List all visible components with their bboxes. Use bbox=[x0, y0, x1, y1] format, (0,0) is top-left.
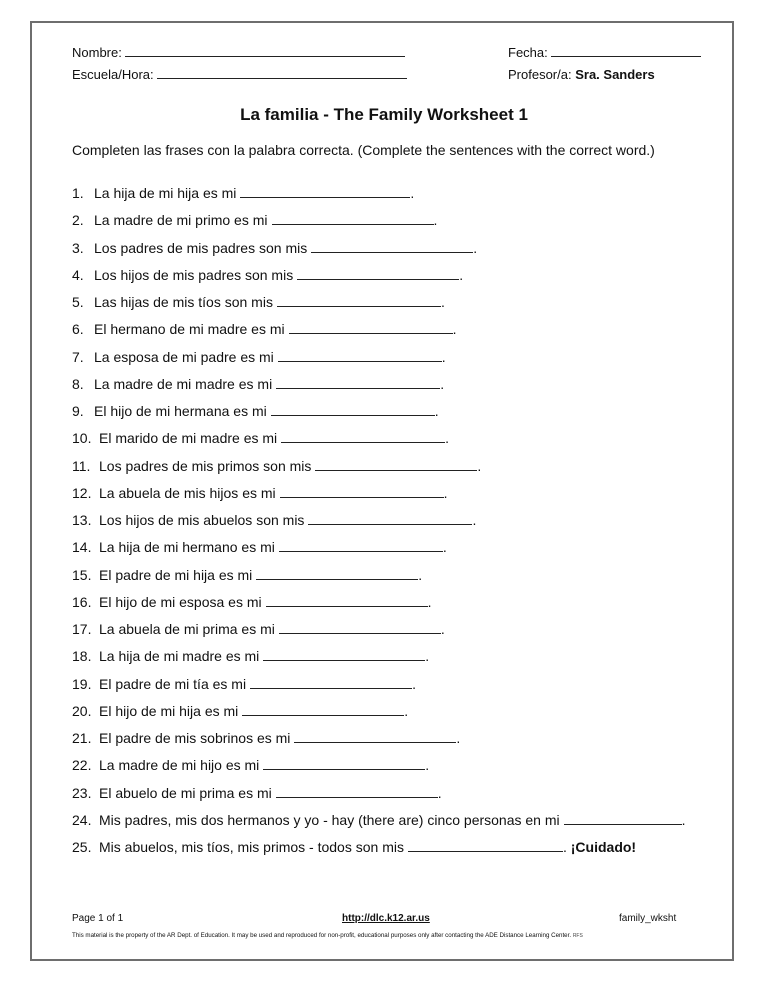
question-period: . bbox=[473, 239, 478, 256]
teacher-field bbox=[508, 67, 655, 82]
question-period: . bbox=[443, 484, 448, 501]
question-period: . bbox=[441, 348, 446, 365]
answer-blank[interactable] bbox=[315, 458, 477, 471]
question-text: La hija de mi hermano es mi bbox=[99, 539, 275, 556]
answer-blank[interactable] bbox=[308, 512, 472, 525]
question-text: El hijo de mi hija es mi bbox=[99, 702, 239, 719]
question-period: . bbox=[412, 675, 416, 692]
question-number: 21. bbox=[72, 730, 92, 746]
question-period: . bbox=[440, 294, 445, 310]
question-period: . bbox=[418, 566, 423, 583]
warning-note: ¡Cuidado! bbox=[566, 839, 637, 855]
question-item bbox=[72, 783, 686, 810]
question-number: 22. bbox=[72, 757, 92, 774]
question-period: . bbox=[434, 403, 439, 419]
question-text: La madre de mi madre es mi bbox=[94, 375, 273, 392]
question-period: . bbox=[437, 784, 442, 801]
question-number: 24. bbox=[72, 811, 92, 828]
question-number: 16. bbox=[72, 593, 92, 610]
question-period: . bbox=[472, 512, 477, 528]
question-number: 1. bbox=[72, 185, 84, 201]
question-text: Los hijos de mis padres son mis bbox=[94, 266, 294, 283]
question-number: 18. bbox=[72, 648, 92, 665]
question-text: La hija de mi madre es mi bbox=[99, 648, 260, 665]
teacher-label: Profesor/a: bbox=[508, 67, 572, 82]
rfs-mark: RFS bbox=[572, 933, 583, 939]
answer-blank[interactable] bbox=[276, 785, 438, 798]
question-text: La abuela de mis hijos es mi bbox=[99, 484, 276, 501]
question-period: . bbox=[442, 539, 447, 556]
question-period: . bbox=[425, 648, 430, 665]
question-text: Los padres de mis primos son mis bbox=[99, 457, 312, 474]
question-number: 8. bbox=[72, 375, 84, 392]
question-item bbox=[72, 592, 686, 619]
name-blank[interactable] bbox=[125, 45, 405, 57]
question-text: El padre de mi hija es mi bbox=[99, 566, 253, 583]
question-number: 17. bbox=[72, 621, 92, 637]
name-field bbox=[72, 45, 405, 60]
answer-blank[interactable] bbox=[242, 703, 404, 716]
question-number: 14. bbox=[72, 539, 92, 556]
question-item bbox=[72, 210, 686, 237]
question-number: 2. bbox=[72, 212, 84, 229]
question-text: Mis padres, mis dos hermanos y yo - hay (there are) cinco personas en mi bbox=[99, 811, 560, 828]
question-item bbox=[72, 347, 686, 374]
date-field bbox=[508, 45, 701, 60]
question-item bbox=[72, 238, 686, 265]
instructions: Completen las frases con la palabra correcta. (Complete the sentences with the correct word.) bbox=[72, 142, 655, 158]
question-item bbox=[72, 456, 686, 483]
answer-blank[interactable] bbox=[280, 485, 444, 498]
question-text: Los padres de mis padres son mis bbox=[94, 239, 308, 256]
question-item bbox=[72, 510, 686, 537]
answer-blank[interactable] bbox=[281, 430, 445, 443]
answer-blank[interactable] bbox=[263, 648, 425, 661]
question-period: . bbox=[440, 375, 445, 392]
question-period: . bbox=[410, 185, 415, 201]
question-text: El abuelo de mi prima es mi bbox=[99, 784, 272, 801]
question-period: . bbox=[452, 321, 457, 338]
question-text: La esposa de mi padre es mi bbox=[94, 348, 274, 365]
answer-blank[interactable] bbox=[279, 621, 441, 634]
question-item bbox=[72, 646, 686, 673]
question-text: Mis abuelos, mis tíos, mis primos - todos son mis bbox=[99, 839, 404, 855]
school-field bbox=[72, 67, 407, 82]
question-item bbox=[72, 183, 686, 210]
question-list bbox=[72, 183, 686, 864]
answer-blank[interactable] bbox=[272, 212, 434, 225]
answer-blank[interactable] bbox=[311, 240, 473, 253]
question-text: El hermano de mi madre es mi bbox=[94, 321, 285, 338]
question-number: 7. bbox=[72, 348, 84, 365]
answer-blank[interactable] bbox=[263, 757, 425, 770]
answer-blank[interactable] bbox=[564, 812, 682, 825]
question-item bbox=[72, 674, 686, 701]
disclaimer-text: This material is the property of the AR Dept. of Education. It may be used and reproduced for non-profit, educational purposes only after contacting the ADE Distance Learning Center. bbox=[72, 932, 572, 939]
question-text: Los hijos de mis abuelos son mis bbox=[99, 512, 305, 528]
question-period: . bbox=[456, 730, 461, 746]
page-title: La familia - The Family Worksheet 1 bbox=[240, 105, 528, 124]
question-number: 10. bbox=[72, 430, 92, 447]
answer-blank[interactable] bbox=[279, 539, 443, 552]
question-text: El padre de mi tía es mi bbox=[99, 675, 247, 692]
question-item bbox=[72, 292, 686, 319]
teacher-name: Sra. Sanders bbox=[575, 67, 655, 82]
footer-link[interactable]: http://dlc.k12.ar.us bbox=[342, 913, 430, 924]
question-period: . bbox=[459, 266, 464, 283]
question-period: . bbox=[425, 757, 430, 774]
page-number: Page 1 of 1 bbox=[72, 913, 124, 924]
question-item bbox=[72, 483, 686, 510]
answer-blank[interactable] bbox=[408, 839, 563, 852]
question-text: El hijo de mi esposa es mi bbox=[99, 593, 262, 610]
question-period: . bbox=[562, 839, 567, 855]
answer-blank[interactable] bbox=[294, 730, 456, 743]
question-text: La hija de mi hija es mi bbox=[94, 185, 237, 201]
question-period: . bbox=[477, 457, 482, 474]
school-label: Escuela/Hora: bbox=[72, 67, 154, 82]
question-number: 5. bbox=[72, 294, 84, 310]
question-period: . bbox=[445, 430, 450, 447]
question-number: 4. bbox=[72, 266, 84, 283]
question-text: El padre de mis sobrinos es mi bbox=[99, 730, 291, 746]
question-text: El hijo de mi hermana es mi bbox=[94, 403, 267, 419]
question-number: 6. bbox=[72, 321, 84, 338]
question-item bbox=[72, 537, 686, 564]
date-blank[interactable] bbox=[551, 45, 701, 57]
question-item bbox=[72, 565, 686, 592]
question-text: Las hijas de mis tíos son mis bbox=[94, 294, 273, 310]
answer-blank[interactable] bbox=[276, 376, 440, 389]
question-text: La madre de mi primo es mi bbox=[94, 212, 268, 229]
question-period: . bbox=[433, 212, 438, 229]
school-blank[interactable] bbox=[157, 67, 407, 79]
disclaimer bbox=[72, 932, 583, 939]
question-number: 12. bbox=[72, 484, 92, 501]
question-item bbox=[72, 401, 686, 428]
question-text: El marido de mi madre es mi bbox=[99, 430, 278, 447]
file-name: family_wksht bbox=[619, 913, 677, 924]
question-item bbox=[72, 319, 686, 346]
answer-blank[interactable] bbox=[250, 676, 412, 689]
answer-blank[interactable] bbox=[271, 403, 435, 416]
name-label: Nombre: bbox=[72, 45, 122, 60]
question-item bbox=[72, 265, 686, 292]
question-item bbox=[72, 428, 686, 455]
question-number: 9. bbox=[72, 403, 84, 419]
date-label: Fecha: bbox=[508, 45, 548, 60]
question-item bbox=[72, 755, 686, 782]
question-period: . bbox=[427, 593, 432, 610]
question-number: 15. bbox=[72, 566, 92, 583]
question-number: 13. bbox=[72, 512, 92, 528]
answer-blank[interactable] bbox=[266, 594, 428, 607]
answer-blank[interactable] bbox=[277, 294, 441, 307]
question-text: La madre de mi hijo es mi bbox=[99, 757, 260, 774]
question-item bbox=[72, 701, 686, 728]
question-text: La abuela de mi prima es mi bbox=[99, 621, 275, 637]
answer-blank[interactable] bbox=[289, 321, 453, 334]
question-period: . bbox=[404, 702, 409, 719]
question-item bbox=[72, 728, 686, 755]
question-item bbox=[72, 374, 686, 401]
question-item bbox=[72, 810, 686, 837]
answer-blank[interactable] bbox=[297, 267, 459, 280]
question-item bbox=[72, 619, 686, 646]
question-period: . bbox=[681, 811, 686, 828]
answer-blank[interactable] bbox=[278, 349, 442, 362]
question-number: 3. bbox=[72, 239, 84, 256]
question-number: 19. bbox=[72, 675, 92, 692]
answer-blank[interactable] bbox=[240, 185, 410, 198]
question-number: 20. bbox=[72, 702, 92, 719]
question-number: 11. bbox=[72, 457, 91, 474]
question-item bbox=[72, 837, 686, 864]
question-period: . bbox=[440, 621, 445, 637]
question-number: 25. bbox=[72, 839, 92, 855]
question-number: 23. bbox=[72, 784, 92, 801]
answer-blank[interactable] bbox=[256, 567, 418, 580]
